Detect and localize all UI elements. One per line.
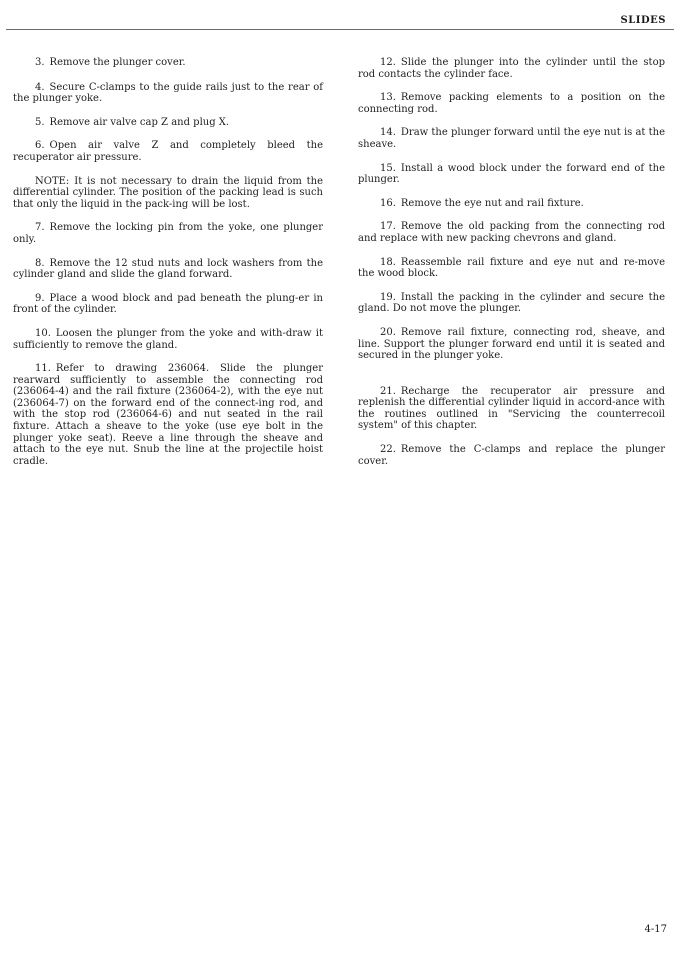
left-column [13,57,323,479]
step-number: 6. [35,140,45,152]
step-15 [358,163,665,186]
note-text: It is not necessary to drain the liquid from the differential cylinder. The position of the packing lead is such that only the liquid in the pack-ing will be lost. [13,175,323,210]
step-6 [13,140,323,163]
step-number: 14. [380,127,396,139]
section-title: SLIDES [620,15,666,26]
step-text: Install a wood block under the forward end of the plunger. [358,162,665,186]
step-7 [13,222,323,245]
step-text: Remove the 12 stud nuts and lock washers from the cylinder gland and slide the gland forward. [13,257,323,281]
step-text: Slide the plunger into the cylinder until the stop rod contacts the cylinder face. [358,57,665,80]
step-number: 4. [35,81,45,93]
step-text: Remove the locking pin from the yoke, one plunger only. [13,222,323,245]
step-text: Install the packing in the cylinder and secure the gland. Do not move the plunger. [358,291,665,315]
step-text: Secure C-clamps to the guide rails just to the rear of the plunger yoke. [13,81,323,105]
step-8 [13,258,323,281]
step-text: Refer to drawing 236064. Slide the plunger rearward sufficiently to assemble the connecting rod (236064-4) and the rail fixture (236064-2), with the eye nut (236064-7) on the forward end of the connect-ing rod, and with the stop rod (236064-6) and nut seated in the rail fixture. Attach a sheave to the yoke (use eye bolt in the plunger yoke seat). Reeve a line through the sheave and attach to the eye nut. Snub the line at the projectile hoist cradle. [13,363,323,467]
step-number: 10. [35,327,51,339]
step-text: Remove the eye nut and rail fixture. [400,197,584,209]
step-number: 8. [35,257,45,269]
step-number: 15. [380,162,396,174]
step-number: 19. [380,291,396,303]
step-text: Recharge the recuperator air pressure and replenish the differential cylinder liquid in accord-ance with the routines outlined in "Servicing the counterrecoil system" of this chapter. [358,385,665,432]
right-column [358,57,665,479]
step-19 [358,292,665,315]
header-rule [6,29,674,30]
step-number: 13. [380,92,396,104]
note [13,176,323,211]
step-22 [358,444,665,467]
step-13 [358,92,665,115]
step-number: 9. [35,292,45,304]
step-text: Remove the C-clamps and replace the plunger cover. [358,444,665,467]
step-9 [13,293,323,316]
step-17 [358,221,665,244]
step-number: 11. [35,363,51,375]
step-10 [13,328,323,351]
step-12 [358,57,665,80]
step-number: 5. [35,116,45,128]
step-20 [358,327,665,362]
step-text: Remove the plunger cover. [49,57,186,68]
step-3 [13,57,323,69]
step-text: Open air valve Z and completely bleed the recuperator air pressure. [13,140,323,163]
step-5 [13,117,323,129]
step-number: 18. [380,256,396,268]
step-text: Loosen the plunger from the yoke and with-draw it sufficiently to remove the gland. [13,327,323,351]
step-number: 20. [380,326,396,338]
step-text: Remove the old packing from the connecting rod and replace with new packing chevrons and gland. [358,221,665,244]
note-label: NOTE: [35,175,70,187]
step-number: 12. [380,57,396,68]
step-number: 7. [35,222,45,234]
step-number: 17. [380,221,396,233]
step-text: Reassemble rail fixture and eye nut and re-move the wood block. [358,256,665,280]
step-11 [13,363,323,467]
step-16 [358,198,665,210]
step-14 [358,127,665,150]
step-number: 3. [35,57,45,68]
page-number: 4-17 [644,924,667,935]
step-number: 22. [380,444,396,456]
step-text: Remove rail fixture, connecting rod, sheave, and line. Support the plunger forward end until it is seated and secured in the plunger yoke. [358,326,665,362]
step-18 [358,257,665,280]
step-text: Place a wood block and pad beneath the plung-er in front of the cylinder. [13,292,323,316]
step-number: 21. [380,385,396,397]
step-number: 16. [380,197,396,209]
step-4 [13,82,323,105]
step-text: Remove packing elements to a position on the connecting rod. [358,92,665,115]
step-21 [358,386,665,432]
step-text: Draw the plunger forward until the eye nut is at the sheave. [358,127,665,150]
step-text: Remove air valve cap Z and plug X. [49,116,230,128]
